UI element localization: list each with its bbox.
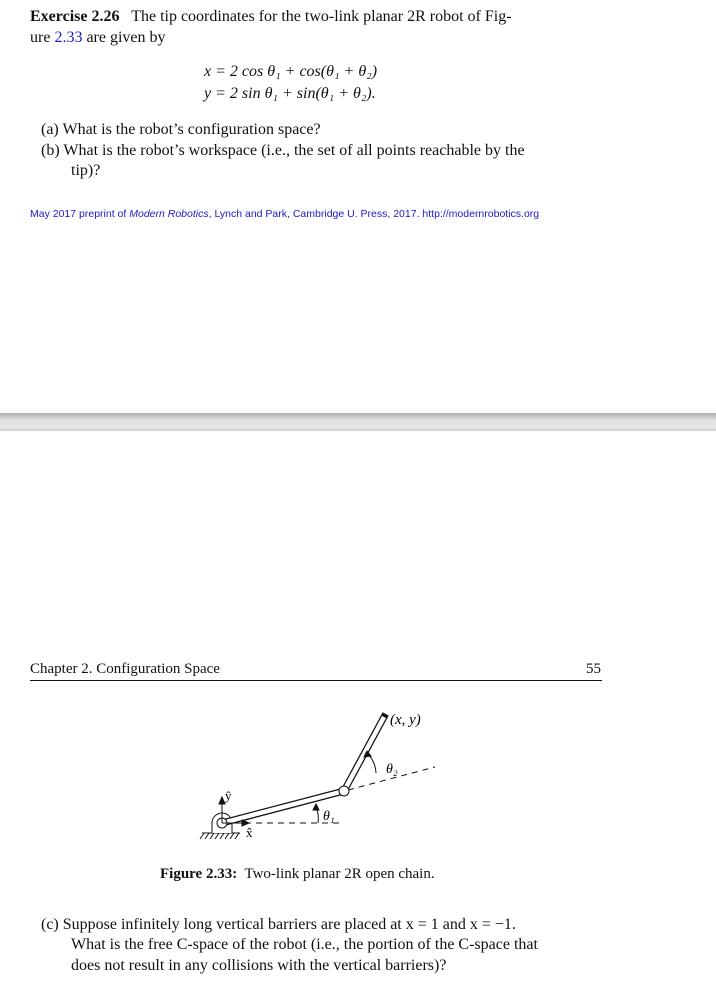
tip-label: (x, y) [390, 712, 421, 728]
page-number: 55 [586, 661, 601, 677]
part-c-line3: does not result in any collisions with the vertical barriers)? [71, 957, 447, 974]
theta1-label: θ₁ [323, 809, 335, 824]
two-link-robot-figure [190, 690, 450, 850]
intro-suffix: are given by [82, 29, 166, 46]
x-axis-label: x̂ [246, 825, 253, 840]
intro-prefix: ure [30, 29, 55, 46]
footer-prefix: May 2017 preprint of [30, 208, 130, 220]
header-rule [30, 680, 602, 681]
figure-caption [160, 867, 435, 882]
figure-link[interactable]: 2.33 [54, 29, 83, 46]
part-c-line1: (c) Suppose infinitely long vertical barriers are placed at x = 1 and x = −1. [41, 916, 516, 933]
y-axis-label: ŷ [225, 788, 232, 803]
part-b-line2: tip)? [71, 162, 101, 179]
part-b-line1: (b) What is the robot’s workspace (i.e., the set of all points reachable by the [41, 142, 525, 159]
footer-title: Modern Robotics [129, 208, 209, 220]
exercise-intro-line1 [30, 9, 512, 25]
preprint-footer [30, 208, 539, 220]
page-separator [0, 413, 716, 431]
theta2-label: θ₂ [386, 762, 398, 777]
part-a: (a) What is the robot’s configuration space? [41, 121, 321, 138]
elbow-joint [339, 786, 349, 796]
intro-text: The tip coordinates for the two-link planar 2R robot of Fig- [131, 8, 512, 25]
footer-suffix[interactable]: , Lynch and Park, Cambridge U. Press, 2017. http://modernrobotics.org [208, 208, 540, 220]
equation-y: y = 2 sin θ₁ + sin(θ₁ + θ₂). [204, 85, 376, 102]
exercise-intro-line2 [30, 30, 166, 46]
theta2-arc [368, 754, 376, 773]
equation-x: x = 2 cos θ₁ + cos(θ₁ + θ₂) [204, 63, 378, 80]
caption-text: Two-link planar 2R open chain. [244, 866, 435, 882]
exercise-label: Exercise 2.26 [30, 8, 120, 25]
caption-label: Figure 2.33: [160, 866, 238, 882]
running-header: Chapter 2. Configuration Space [30, 661, 220, 677]
ground-hatch [200, 833, 239, 839]
part-c-line2: What is the free C-space of the robot (i.e., the portion of the C-space that [71, 936, 538, 953]
